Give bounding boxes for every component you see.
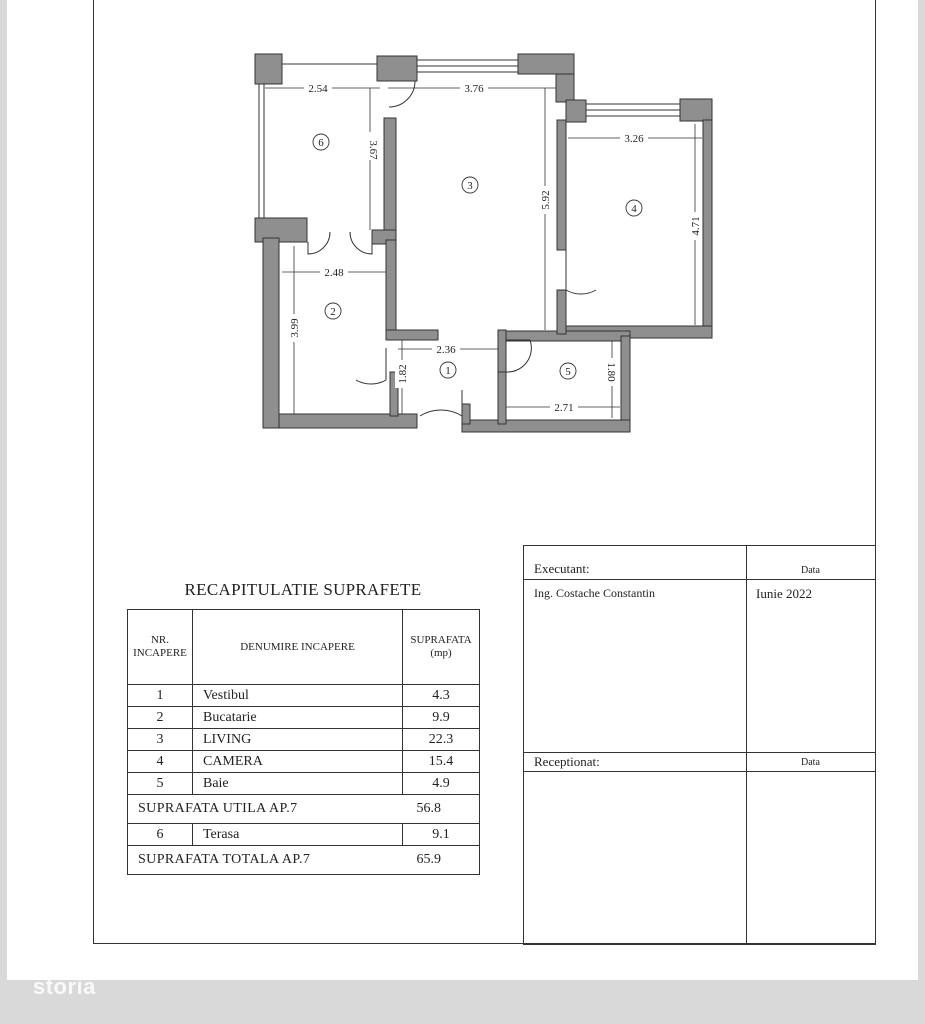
wall-kitchen-east <box>386 240 396 340</box>
row-nr: 4 <box>128 751 193 773</box>
storia-watermark: storia <box>33 974 96 999</box>
dim-bedroom-width: 3.26 <box>624 133 644 145</box>
dim-bath-width: 2.71 <box>554 402 574 414</box>
room-number-terasa: 6 <box>318 137 324 149</box>
room-number-camera: 4 <box>631 203 637 215</box>
table-row <box>128 824 480 846</box>
wall-hall-north <box>386 330 438 340</box>
table-row <box>128 685 480 707</box>
table-row <box>128 751 480 773</box>
dim-living-width: 3.76 <box>464 83 484 95</box>
wall-living-east-low <box>557 290 566 334</box>
signature-line-1 <box>524 579 876 580</box>
dim-terrace-height: 3.67 <box>367 140 379 160</box>
signature-divider <box>746 546 747 944</box>
executant-date: Iunie 2022 <box>756 586 812 601</box>
room-markers <box>313 134 642 379</box>
receptionat-date-label: Data <box>801 757 820 768</box>
room-number-vestibul: 1 <box>445 365 451 377</box>
dim-hall-width: 2.36 <box>436 344 456 356</box>
row-name: LIVING <box>192 729 402 751</box>
header-name: DENUMIRE INCAPERE <box>192 610 402 685</box>
door-terrace-left <box>308 232 330 254</box>
wall-living-east <box>557 120 566 250</box>
wall-south-right <box>462 420 630 432</box>
table-row <box>128 707 480 729</box>
wall-living-west <box>384 118 396 242</box>
wall-living-east-top <box>556 74 574 102</box>
column-living-nw <box>377 56 417 81</box>
recap-table <box>127 609 480 875</box>
row-area: 4.9 <box>403 773 480 795</box>
useful-area-label: SUPRAFATA UTILA AP.7 <box>128 795 403 824</box>
row-area: 4.3 <box>403 685 480 707</box>
door-bedroom <box>566 250 596 294</box>
total-area-row <box>128 846 480 875</box>
executant-label: Executant: <box>534 561 590 576</box>
door-terrace-right <box>350 232 372 254</box>
executant-date-label: Data <box>801 565 820 576</box>
door-kitchen <box>356 348 386 384</box>
doors <box>308 81 596 416</box>
row-name: Baie <box>192 773 402 795</box>
row-nr: 2 <box>128 707 193 729</box>
dimension-labels <box>287 82 702 414</box>
row-name: CAMERA <box>192 751 402 773</box>
dim-kitchen-height: 3.99 <box>289 318 301 338</box>
row-nr: 5 <box>128 773 193 795</box>
row-area: 9.1 <box>403 824 480 846</box>
column-terrace-nw <box>255 54 282 84</box>
signature-line-3 <box>524 771 876 772</box>
total-area-label: SUPRAFATA TOTALA AP.7 <box>128 846 403 875</box>
column-bedroom-ne <box>680 99 712 121</box>
room-number-baie: 5 <box>565 366 571 378</box>
row-name: Vestibul <box>192 685 402 707</box>
signature-line-2 <box>524 752 876 753</box>
wall-bath-west <box>498 372 506 424</box>
wall-bath-east <box>621 336 630 432</box>
header-nr: NR. INCAPERE <box>128 610 193 685</box>
wall-living-ne <box>518 54 574 74</box>
useful-area-row <box>128 795 480 824</box>
table-row <box>128 729 480 751</box>
wall-hall-east <box>498 330 506 372</box>
wall-bedroom-corner <box>566 100 586 122</box>
dim-hall-height: 1.82 <box>397 364 409 384</box>
row-name: Bucatarie <box>192 707 402 729</box>
door-terrace-living <box>389 81 415 107</box>
walls <box>255 54 712 432</box>
total-area-value: 65.9 <box>403 846 480 875</box>
header-area: SUPRAFATA (mp) <box>403 610 480 685</box>
row-area: 9.9 <box>403 707 480 729</box>
dim-bath-height: 1.80 <box>605 362 617 382</box>
row-area: 15.4 <box>403 751 480 773</box>
row-area: 22.3 <box>403 729 480 751</box>
dim-kitchen-width: 2.48 <box>324 267 344 279</box>
table-row <box>128 773 480 795</box>
dim-bedroom-height: 4.71 <box>690 216 702 236</box>
row-nr: 6 <box>128 824 193 846</box>
dim-living-height: 5.92 <box>540 190 552 210</box>
row-nr: 3 <box>128 729 193 751</box>
signature-block <box>523 545 876 945</box>
row-nr: 1 <box>128 685 193 707</box>
recap-title: RECAPITULATIE SUPRAFETE <box>184 580 422 599</box>
receptionat-label: Receptionat: <box>534 754 600 769</box>
wall-kitchen-west <box>263 238 279 428</box>
row-name: Terasa <box>192 824 402 846</box>
dim-terrace-width: 2.54 <box>308 83 328 95</box>
room-number-living: 3 <box>467 180 473 192</box>
executant-name: Ing. Costache Constantin <box>534 586 655 600</box>
recap-header-row <box>128 610 480 685</box>
door-bath <box>506 340 531 372</box>
wall-bedroom-east <box>703 120 712 338</box>
wall-door-jamb-right <box>462 404 470 424</box>
room-number-bucatarie: 2 <box>330 306 336 318</box>
door-entrance <box>420 390 462 416</box>
useful-area-value: 56.8 <box>403 795 480 824</box>
